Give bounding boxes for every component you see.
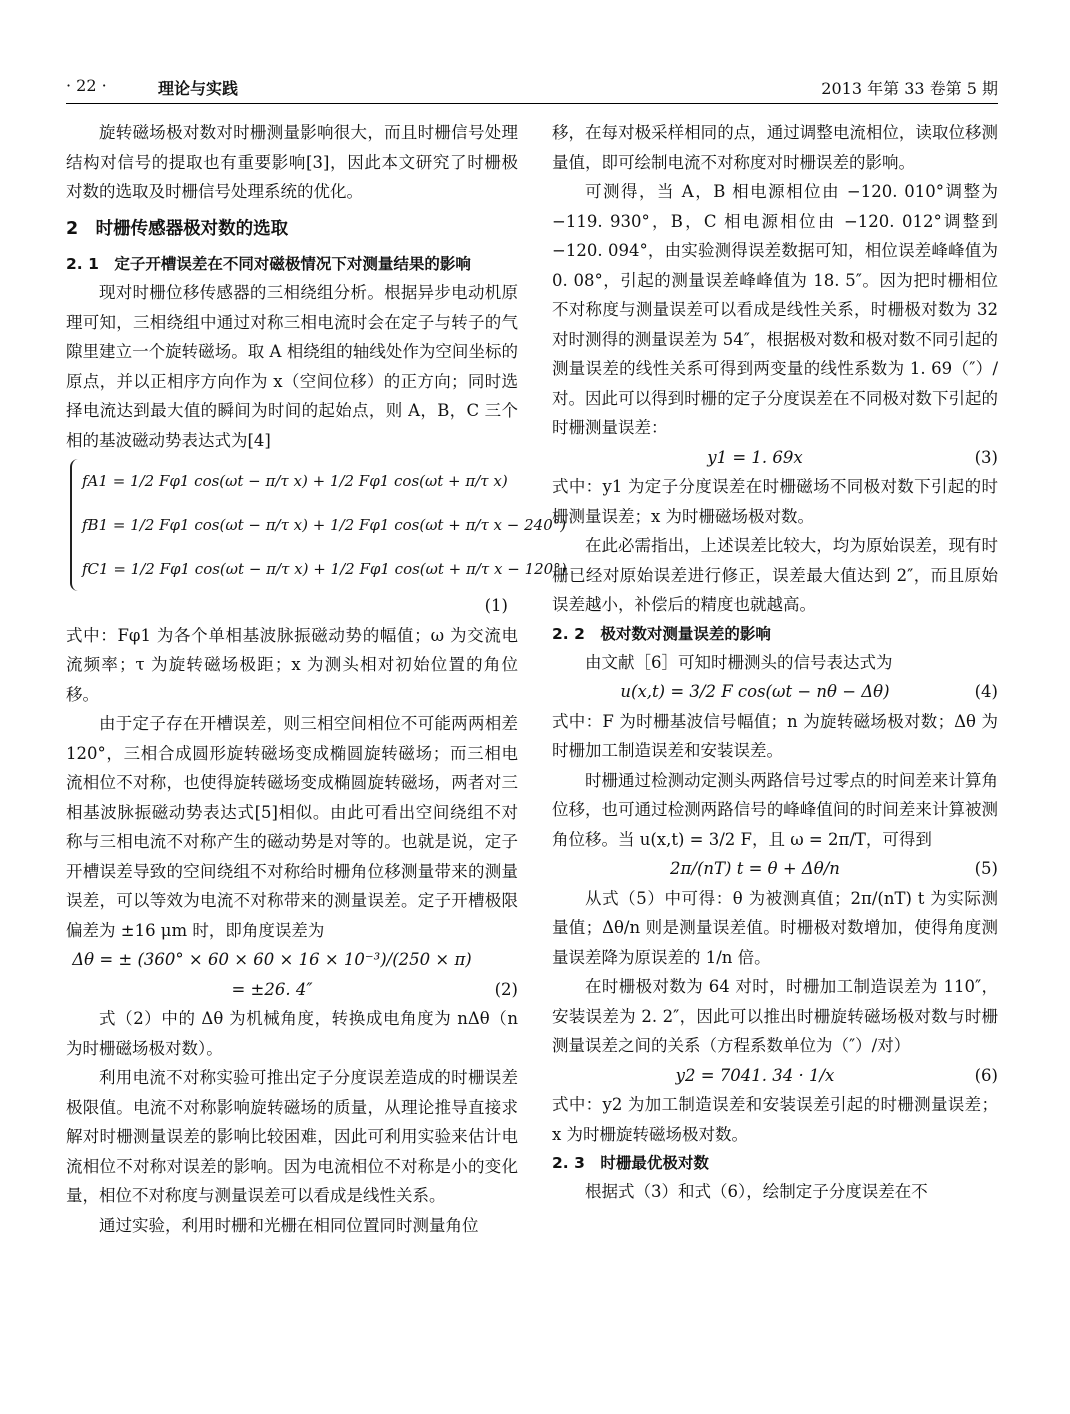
equation [552, 677, 998, 707]
body-paragraph: 时栅通过检测动定测头两路信号过零点的时间差来计算角位移，也可通过检测两路信号的峰峰值间的时间差来计算被测角位移。当 u(x,t) = 3/2 F，且 ω = 2π/T，可得到 [552, 770, 998, 849]
intro-paragraph: 旋转磁场极对数对时栅测量影响很大，而且时栅信号处理结构对信号的提取也有重要影响[3]，因此本文研究了时栅极对数的选取及时栅信号处理系统的优化。 [66, 123, 518, 201]
left-column [66, 118, 567, 1240]
equation [552, 1061, 998, 1091]
equation-number: (6) [974, 1065, 998, 1085]
equation-body: y1 = 1. 69x [707, 447, 803, 467]
subsection-heading: 2. 3 时栅最优极对数 [552, 1154, 709, 1172]
subsection-heading: 2. 2 极对数对测量误差的影响 [552, 624, 771, 643]
body-paragraph: 式中：y2 为加工制造误差和安装误差引起的时栅测量误差；x 为时栅旋转磁场极对数。 [552, 1095, 998, 1144]
body-paragraph: 现对时栅位移传感器的三相绕组分析。根据异步电动机原理可知，三相绕组中通过对称三相电流时会在定子与转子的气隙里建立一个旋转磁场。取 A 相绕组的轴线处作为空间坐标的原点，并以正相序方向作为 x（空间位移）的正方向；同时选择电流达到最大值的瞬间为时间的起始点，则 A，B，C 三个相的基波磁动势表达式为[4] [66, 283, 518, 450]
body-paragraph: 可测得，当 A，B 相电源相位由 −120. 010°调整为 −119. 930°，B，C 相电源相位由 −120. 012°调整到 −120. 094°，由实验测得误差数据可知，相位误差峰峰值为 0. 08°，引起的测量误差峰峰值为 18. 5″。因为把时栅相位不对称度与测量误差可以看成是线性关系，时栅极对数为 32 对时测得的测量误差为 54″，根据极对数和极对数不同引起的测量误差的线性关系可得到两变量的线性系数为 1. 69（″）/对。因此可以得到时栅的定子分度误差在不同极对数下引起的时栅测量误差： [552, 182, 998, 437]
body-paragraph: 式（2）中的 Δθ 为机械角度，转换成电角度为 nΔθ（n 为时栅磁场极对数）。 [66, 1009, 518, 1058]
body-paragraph: 通过实验，利用时栅和光栅在相同位置同时测量角位 [99, 1215, 479, 1235]
body-paragraph: 移，在每对极采样相同的点，通过调整电流相位，读取位移测量值，即可绘制电流不对称度对时栅误差的影响。 [552, 123, 998, 172]
body-paragraph: 在时栅极对数为 64 对时，时栅加工制造误差为 110″，安装误差为 2. 2″，因此可以推出时栅旋转磁场极对数与时栅测量误差之间的关系（方程系数单位为（″）/对） [552, 977, 998, 1055]
body-paragraph: 由于定子存在开槽误差，则三相空间相位不可能两两相差 120°，三相合成圆形旋转磁场变成椭圆旋转磁场；而三相电流相位不对称，也使得旋转磁场变成椭圆旋转磁场，两者对三相基波脉振磁动势表达式[5]相似。由此可看出空间绕组不对称与三相电流不对称产生的磁动势是对等的。也就是说，定子开槽误差导致的空间绕组不对称给时栅角位移测量带来的测量误差，可以等效为电流不对称带来的测量误差。定子开槽极限偏差为 ±16 μm 时，即角度误差为 [66, 714, 518, 940]
body-paragraph: 根据式（3）和式（6），绘制定子分度误差在不 [585, 1182, 928, 1201]
body-paragraph: 利用电流不对称实验可推出定子分度误差造成的时栅误差极限值。电流不对称影响旋转磁场的质量，从理论推导直接求解对时栅测量误差的影响比较困难，因此可利用实验来估计电流相位不对称对误差的影响。因为电流相位不对称是小的变化量，相位不对称度与测量误差可以看成是线性关系。 [66, 1068, 518, 1205]
header-rule [66, 103, 998, 104]
equation-number: (2) [494, 979, 518, 999]
equation [66, 945, 518, 1004]
equation-line: fB1 = 1/2 Fφ1 cos(ωt − π/τ x) + 1/2 Fφ1 cos(ωt + π/τ x − 240°) [82, 516, 567, 534]
subsection-heading: 2. 1 定子开槽误差在不同对磁极情况下对测量结果的影响 [66, 255, 471, 273]
right-column [552, 118, 998, 1207]
equation-body: y2 = 7041. 34 · 1/x [675, 1065, 835, 1085]
equation-body: Δθ = ± (360° × 60 × 60 × 16 × 10⁻³)/(250 × π) = ±26. 4″ [72, 950, 472, 999]
issue-info: 2013 年第 33 卷第 5 期 [821, 79, 998, 98]
equation-line: fC1 = 1/2 Fφ1 cos(ωt − π/τ x) + 1/2 Fφ1 cos(ωt + π/τ x − 120°) [82, 560, 567, 578]
equation-number: (3) [974, 447, 998, 467]
equation-system [70, 459, 567, 591]
body-paragraph: 式中：Fφ1 为各个单相基波脉振磁动势的幅值；ω 为交流电流频率；τ 为旋转磁场极距；x 为测头相对初始位置的角位移。 [66, 625, 518, 704]
body-paragraph: 式中：y1 为定子分度误差在时栅磁场不同极对数下引起的时栅测量误差；x 为时栅磁场极对数。 [552, 477, 998, 526]
equation-body: 2π/(nT) t = θ + Δθ/n [670, 859, 840, 878]
equation-body: u(x,t) = 3/2 F cos(ωt − nθ − Δθ) [620, 682, 890, 701]
body-paragraph: 式中：F 为时栅基波信号幅值；n 为旋转磁场极对数；Δθ 为时栅加工制造误差和安装误差。 [552, 711, 998, 760]
body-paragraph: 在此必需指出，上述误差比较大，均为原始误差，现有时栅已经对原始误差进行修正，误差最大值达到 2″，而且原始误差越小，补偿后的精度也就越高。 [552, 536, 998, 614]
page-number: · 22 · [66, 76, 107, 95]
equation [552, 854, 998, 884]
equation [552, 443, 998, 473]
equation-number: (5) [974, 859, 998, 878]
section-heading: 2 时栅传感器极对数的选取 [66, 218, 289, 239]
journal-section-title: 理论与实践 [158, 79, 239, 98]
equation-number: (1) [484, 596, 508, 615]
page-header [66, 74, 998, 100]
body-paragraph: 从式（5）中可得：θ 为被测真值；2π/(nT) t 为实际测量值；Δθ/n 则是测量误差值。时栅极对数增加，使得角度测量误差降为原误差的 1/n 倍。 [552, 888, 998, 967]
body-paragraph: 由文献［6］可知时栅测头的信号表达式为 [585, 652, 893, 672]
equation-number: (4) [974, 682, 998, 701]
equation-line: fA1 = 1/2 Fφ1 cos(ωt − π/τ x) + 1/2 Fφ1 cos(ωt + π/τ x) [82, 472, 508, 490]
